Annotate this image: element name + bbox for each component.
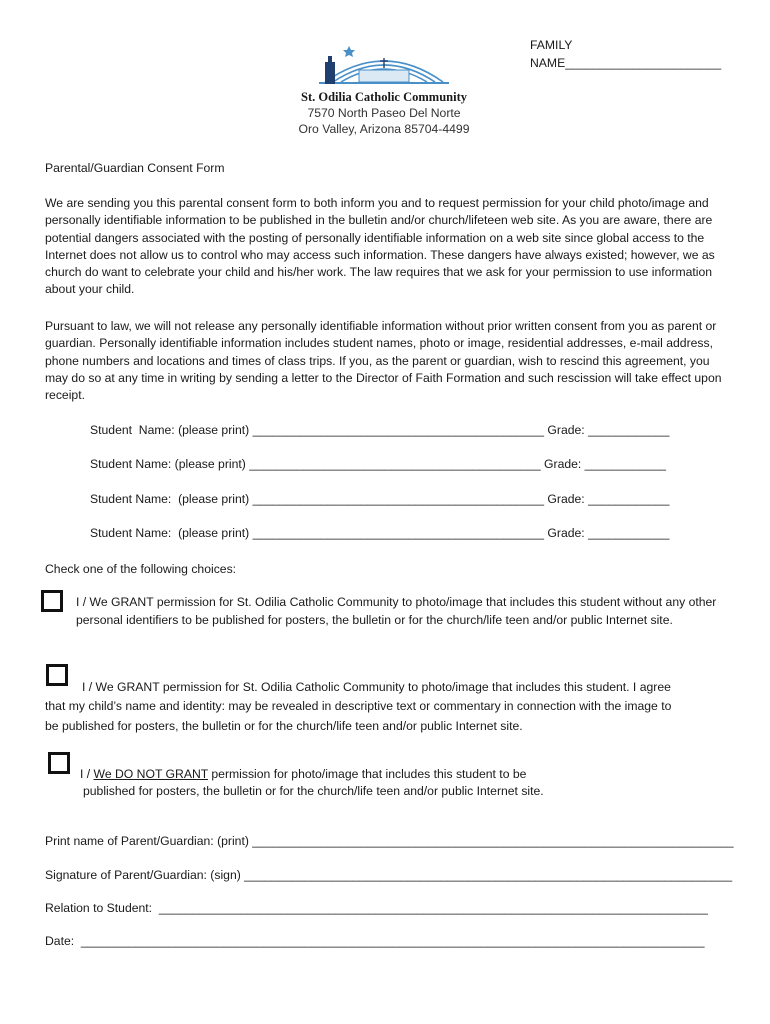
- grant-without-identifiers-checkbox[interactable]: [41, 590, 63, 612]
- grant-with-identity-line1: I / We GRANT permission for St. Odilia Catholic Community to photo/image that includes this student. I agree: [82, 680, 671, 694]
- name-field[interactable]: NAME_______________________: [530, 55, 722, 70]
- church-address-line1: 7570 North Paseo Del Norte: [307, 106, 461, 120]
- grant-with-identity-checkbox[interactable]: [46, 664, 68, 686]
- check-instruction: Check one of the following choices:: [45, 562, 237, 576]
- privacy-paragraph: Pursuant to law, we will not release any personally identifiable information without prior written consent from you as parent or guardian. Personally identifiable information includes student names, photo or image, residential addresses, e-mail address, phone numbers and locations and times of class trips. If you, as the parent or guardian, wish to rescind this agreement, you may do so at any time in writing by sending a letter to the Director of Faith Formation and such rescission will take effect upon receipt.: [45, 319, 722, 403]
- deny-permission-line1: [80, 766, 526, 784]
- deny-prefix: I /: [80, 767, 94, 781]
- signature-field[interactable]: Signature of Parent/Guardian: (sign) ________________________________________________________________________: [45, 868, 733, 882]
- deny-permission-line2: published for posters, the bulletin or for the church/life teen and/or public Internet site.: [83, 784, 544, 798]
- student-line-3[interactable]: Student Name: (please print) ___________________________________________ Grade: ____________: [90, 492, 670, 506]
- date-field[interactable]: Date: ____________________________________________________________________________________________: [45, 934, 705, 948]
- family-name-block: [530, 37, 721, 72]
- family-label: FAMILY: [530, 38, 573, 52]
- church-building-icon: [285, 42, 483, 90]
- student-line-2[interactable]: Student Name: (please print) ___________________________________________ Grade: ____________: [90, 457, 667, 471]
- intro-paragraph: We are sending you this parental consent form to both inform you and to request permission for your child photo/image and personally identifiable information to be published in the bulletin and/or church/lifeteen web site. As you are aware, there are potential dangers associated with the posting of personally identifiable information on a web site since global access to the Internet does not allow us to control who may access such information. These dangers have always existed; however, we as church do want to celebrate your child and his/her work. The law requires that we ask for your permission to use information about your child.: [45, 196, 715, 297]
- student-line-1[interactable]: Student Name: (please print) ___________________________________________ Grade: ____________: [90, 423, 670, 437]
- student-line-4[interactable]: Student Name: (please print) ___________________________________________ Grade: ____________: [90, 526, 670, 540]
- print-name-field[interactable]: Print name of Parent/Guardian: (print) _______________________________________________________________________: [45, 834, 734, 848]
- relation-field[interactable]: Relation to Student: _________________________________________________________________________________: [45, 901, 708, 915]
- church-name: St. Odilia Catholic Community: [301, 90, 467, 104]
- grant-without-identifiers-text: I / We GRANT permission for St. Odilia Catholic Community to photo/image that includes this student without any other personal identifiers to be published for posters, the bulletin or for the church/life teen and/or public Internet site.: [76, 595, 717, 627]
- form-title: Parental/Guardian Consent Form: [45, 161, 225, 175]
- deny-rest: permission for photo/image that includes this student to be: [208, 767, 527, 781]
- church-address-line2: Oro Valley, Arizona 85704-4499: [298, 122, 470, 136]
- grant-with-identity-line2: that my child’s name and identity: may be revealed in descriptive text or commentary in connection with the image to: [45, 699, 672, 713]
- deny-permission-checkbox[interactable]: [48, 752, 70, 774]
- deny-emphasis: We DO NOT GRANT: [93, 767, 208, 781]
- grant-with-identity-line3: be published for posters, the bulletin or for the church/life teen and/or public Internet site.: [45, 719, 523, 733]
